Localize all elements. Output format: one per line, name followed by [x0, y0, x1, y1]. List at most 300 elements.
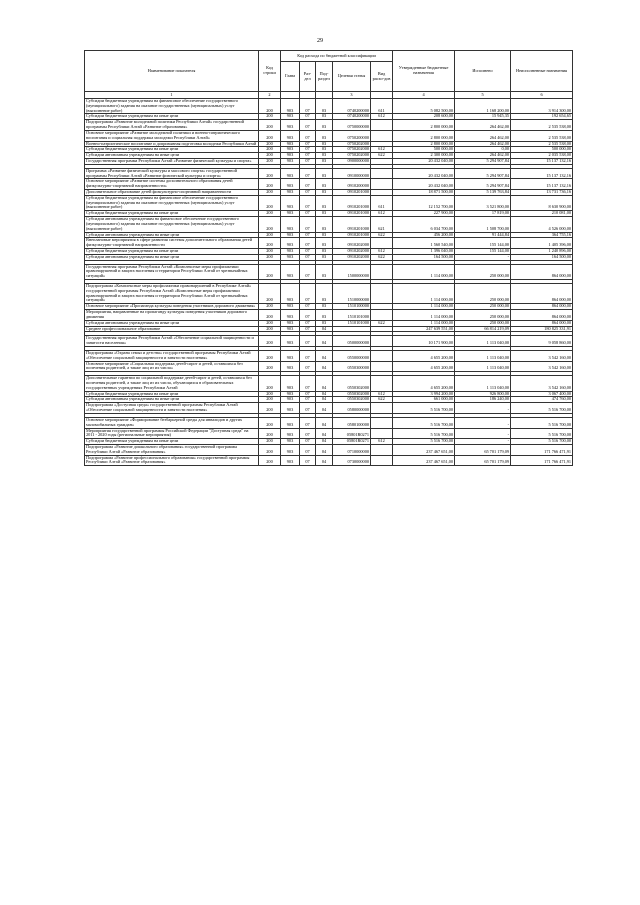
row-podrazdel: 03: [316, 304, 333, 310]
column-number: [371, 92, 393, 99]
row-exp-type: [371, 336, 393, 347]
row-podrazdel: 03: [316, 264, 333, 279]
row-unexecuted: 3 542 160,00: [511, 376, 573, 391]
row-name: Подпрограмма «Охрана семьи и детства» государственной программы Республики Алтай «Обеспечение социальной защищенности и занятости населения»: [85, 350, 259, 361]
row-exp-type: 612: [371, 211, 393, 217]
row-exp-type: 611: [371, 195, 393, 210]
row-target: 0750202000: [333, 147, 371, 153]
header-row-code: Код строки: [259, 51, 281, 92]
row-code: 200: [259, 391, 281, 397]
row-razdel: 07: [300, 336, 316, 347]
row-executed: 65 701 179,09: [455, 444, 511, 455]
row-code: 200: [259, 417, 281, 428]
row-exp-type: [371, 361, 393, 372]
table-row: [85, 99, 573, 114]
header-name: Наименование показателя: [85, 51, 259, 92]
row-code: 200: [259, 179, 281, 190]
row-code: 200: [259, 403, 281, 414]
row-approved: 1 114 000,00: [393, 284, 455, 304]
row-executed: 1 113 040,00: [455, 350, 511, 361]
row-target: 1510101000: [333, 320, 371, 326]
row-podrazdel: 04: [316, 455, 333, 466]
row-approved: 10 171 900,00: [393, 336, 455, 347]
row-code: 200: [259, 397, 281, 403]
table-row: [85, 179, 573, 190]
row-executed: 250 000,00: [455, 264, 511, 279]
row-target: 0910201000: [333, 217, 371, 232]
row-executed: 65 701 179,09: [455, 455, 511, 466]
row-executed: 0,00: [455, 147, 511, 153]
row-podrazdel: 03: [316, 158, 333, 164]
row-name: Внеплановые мероприятия в сфере развития системы дополнительного образования детей физкультурно-спортивной направленности: [85, 238, 259, 249]
row-glava: 903: [281, 147, 300, 153]
row-unexecuted: 500 000,00: [511, 147, 573, 153]
row-executed: 5 294 907,84: [455, 179, 511, 190]
row-podrazdel: 03: [316, 284, 333, 304]
row-glava: 903: [281, 428, 300, 439]
row-exp-type: [371, 179, 393, 190]
row-razdel: 07: [300, 284, 316, 304]
row-glava: 903: [281, 444, 300, 455]
row-podrazdel: 04: [316, 391, 333, 397]
header-target: Целевая статья: [333, 62, 371, 92]
row-code: 200: [259, 254, 281, 260]
table-row: [85, 361, 573, 372]
row-podrazdel: 03: [316, 190, 333, 196]
row-approved: 12 152 700,00: [393, 195, 455, 210]
row-exp-type: [371, 428, 393, 439]
row-exp-type: 612: [371, 114, 393, 120]
row-razdel: 07: [300, 114, 316, 120]
row-name: Дополнительные гарантии по социальной поддержке детей-сирот и детей, оставшихся без попечения родителей, а также лиц из их числа, обучающихся в образовательных государственных учреждениях Республики Алтай: [85, 376, 259, 391]
row-name: Субсидии автономным учреждениям на финансовое обеспечение государственного (муниципального) задания на оказание государственных (муниципальных) услуг (выполнение работ): [85, 217, 259, 232]
column-number: 2: [259, 92, 281, 99]
row-executed: 1 508 700,00: [455, 217, 511, 232]
row-executed: 91 444,84: [455, 232, 511, 238]
row-razdel: 07: [300, 326, 316, 332]
header-glava: Глава: [281, 62, 300, 92]
table-body: [85, 99, 573, 466]
row-approved: 1 114 000,00: [393, 264, 455, 279]
row-target: 05801R0271: [333, 428, 371, 439]
row-exp-type: [371, 130, 393, 141]
row-glava: 903: [281, 397, 300, 403]
row-code: 200: [259, 428, 281, 439]
row-razdel: 07: [300, 428, 316, 439]
row-podrazdel: 04: [316, 350, 333, 361]
row-unexecuted: 2 035 538,00: [511, 153, 573, 159]
row-target: 0910201000: [333, 232, 371, 238]
row-exp-type: [371, 444, 393, 455]
row-exp-type: 612: [371, 147, 393, 153]
row-glava: 903: [281, 211, 300, 217]
row-approved: 2 800 000,00: [393, 120, 455, 131]
table-row: [85, 376, 573, 391]
column-number: 6: [511, 92, 573, 99]
row-approved: 18 871 500,00: [393, 190, 455, 196]
table-row: [85, 120, 573, 131]
row-unexecuted: 4 526 000,00: [511, 217, 573, 232]
row-glava: 903: [281, 153, 300, 159]
row-razdel: 07: [300, 444, 316, 455]
row-podrazdel: 03: [316, 168, 333, 179]
table-row: [85, 455, 573, 466]
row-podrazdel: 03: [316, 254, 333, 260]
row-name: Субсидии бюджетным учреждениям на иные цели: [85, 147, 259, 153]
row-approved: 1 560 540,00: [393, 238, 455, 249]
row-approved: 500 000,00: [393, 147, 455, 153]
row-approved: 5 516 700,00: [393, 403, 455, 414]
row-unexecuted: 5 516 700,00: [511, 403, 573, 414]
row-name: Субсидии бюджетным учреждениям на иные цели: [85, 391, 259, 397]
row-exp-type: 612: [371, 391, 393, 397]
row-unexecuted: 171 766 471,91: [511, 444, 573, 455]
row-name: Субсидии бюджетным учреждениям на финансовое обеспечение государственного (муниципального) задания на оказание государственных (муниципальных) услуг (выполнение работ): [85, 195, 259, 210]
row-glava: 903: [281, 361, 300, 372]
row-unexecuted: 864 000,00: [511, 264, 573, 279]
row-approved: 20 432 040,00: [393, 168, 455, 179]
row-podrazdel: 04: [316, 439, 333, 445]
row-target: 0910200000: [333, 179, 371, 190]
row-razdel: 07: [300, 248, 316, 254]
row-razdel: 07: [300, 455, 316, 466]
row-podrazdel: 03: [316, 114, 333, 120]
row-code: 200: [259, 153, 281, 159]
row-podrazdel: 04: [316, 403, 333, 414]
row-podrazdel: 03: [316, 238, 333, 249]
row-name: Подпрограмма «Развитие дошкольного образования» государственной программы Республики Алтай «Развитие образования»: [85, 444, 259, 455]
row-approved: 4 655 200,00: [393, 350, 455, 361]
row-approved: 661 000,00: [393, 397, 455, 403]
row-executed: 250 000,00: [455, 284, 511, 304]
row-name: Дополнительное образование детей физкультурно-спортивной направленности: [85, 190, 259, 196]
row-approved: 2 800 000,00: [393, 130, 455, 141]
row-target: 0550300000: [333, 361, 371, 372]
row-target: 1510101000: [333, 310, 371, 321]
row-approved: 237 467 651,00: [393, 455, 455, 466]
row-executed: 250 000,00: [455, 304, 511, 310]
table-row: [85, 444, 573, 455]
row-code: 200: [259, 444, 281, 455]
row-glava: 903: [281, 158, 300, 164]
row-name: Мероприятия, направленные на пропаганду культуры поведения участников дорожного движения: [85, 310, 259, 321]
header-classification: Код расхода по бюджетной классификации: [281, 51, 393, 62]
row-name: Государственная программа Республики Алтай «Развитие физической культуры и спорта»: [85, 158, 259, 164]
row-code: 200: [259, 350, 281, 361]
row-name: Субсидии автономным учреждениям на иные цели: [85, 254, 259, 260]
row-approved: 5 516 700,00: [393, 428, 455, 439]
row-glava: 903: [281, 326, 300, 332]
row-exp-type: [371, 376, 393, 391]
table-row: [85, 428, 573, 439]
row-razdel: 07: [300, 391, 316, 397]
row-podrazdel: 03: [316, 130, 333, 141]
row-exp-type: [371, 284, 393, 304]
row-code: 200: [259, 264, 281, 279]
row-code: 200: [259, 195, 281, 210]
row-unexecuted: 364 755,16: [511, 232, 573, 238]
row-approved: 6 034 700,00: [393, 217, 455, 232]
row-razdel: 07: [300, 99, 316, 114]
row-podrazdel: 03: [316, 232, 333, 238]
row-glava: 903: [281, 179, 300, 190]
column-number: 3: [333, 92, 371, 99]
row-executed: 250 000,00: [455, 320, 511, 326]
row-target: 0750200000: [333, 130, 371, 141]
header-unexecuted: Неисполненные назначения: [511, 51, 573, 92]
row-glava: 903: [281, 254, 300, 260]
row-approved: 5 516 700,00: [393, 439, 455, 445]
table-row: [85, 310, 573, 321]
row-target: 0740200000: [333, 114, 371, 120]
budget-execution-table: [84, 50, 573, 466]
row-target: 0900000000: [333, 158, 371, 164]
row-code: 200: [259, 336, 281, 347]
row-executed: 186 240,00: [455, 397, 511, 403]
row-razdel: 07: [300, 439, 316, 445]
header-exp-type: Вид расхо-дов: [371, 62, 393, 92]
row-razdel: 07: [300, 417, 316, 428]
row-unexecuted: 3 542 160,00: [511, 350, 573, 361]
row-podrazdel: 03: [316, 141, 333, 147]
column-number: 1: [85, 92, 259, 99]
row-name: Субсидии автономным учреждениям на иные цели: [85, 232, 259, 238]
row-executed: 5 294 907,84: [455, 158, 511, 164]
row-approved: 247 639 551,00: [393, 326, 455, 332]
table-row: [85, 238, 573, 249]
row-name: Подпрограмма «Развитие профессионального образования» государственной программы Республики Алтай «Развитие образования»: [85, 455, 259, 466]
row-unexecuted: 164 500,00: [511, 254, 573, 260]
row-code: 200: [259, 361, 281, 372]
row-executed: 66 814 219,09: [455, 326, 511, 332]
row-unexecuted: 5 516 700,00: [511, 439, 573, 445]
row-razdel: 07: [300, 130, 316, 141]
row-code: 200: [259, 114, 281, 120]
row-executed: 264 462,00: [455, 153, 511, 159]
row-code: 200: [259, 439, 281, 445]
row-razdel: 07: [300, 403, 316, 414]
row-unexecuted: 192 654,65: [511, 114, 573, 120]
row-exp-type: [371, 350, 393, 361]
row-name: Среднее профессиональное образование: [85, 326, 259, 332]
row-exp-type: 622: [371, 254, 393, 260]
row-executed: -: [455, 254, 511, 260]
row-exp-type: 622: [371, 320, 393, 326]
table-row: [85, 217, 573, 232]
row-executed: 264 462,00: [455, 130, 511, 141]
row-podrazdel: 03: [316, 147, 333, 153]
row-unexecuted: 15 137 132,16: [511, 168, 573, 179]
row-glava: 903: [281, 190, 300, 196]
row-podrazdel: 04: [316, 326, 333, 332]
row-code: 200: [259, 320, 281, 326]
row-unexecuted: 13 731 736,16: [511, 190, 573, 196]
row-razdel: 07: [300, 304, 316, 310]
row-code: 200: [259, 310, 281, 321]
row-podrazdel: 03: [316, 211, 333, 217]
row-target: 1500000000: [333, 264, 371, 279]
row-razdel: 07: [300, 310, 316, 321]
row-executed: -: [455, 428, 511, 439]
row-podrazdel: 03: [316, 153, 333, 159]
table-row: [85, 130, 573, 141]
row-exp-type: 622: [371, 397, 393, 403]
row-exp-type: 612: [371, 439, 393, 445]
row-razdel: 07: [300, 376, 316, 391]
row-podrazdel: 04: [316, 397, 333, 403]
row-glava: 903: [281, 304, 300, 310]
row-code: 200: [259, 147, 281, 153]
row-glava: 903: [281, 376, 300, 391]
row-exp-type: [371, 403, 393, 414]
row-name: Основное мероприятие «Развитие системы дополнительного образования детей физкультурно-спортивной направленности»: [85, 179, 259, 190]
row-name: Субсидии бюджетным учреждениям на иные цели: [85, 248, 259, 254]
row-podrazdel: 04: [316, 417, 333, 428]
row-code: 200: [259, 304, 281, 310]
row-name: Основное мероприятие «Пропаганда культуры поведения участников дорожного движения»: [85, 304, 259, 310]
row-approved: 164 500,00: [393, 254, 455, 260]
row-unexecuted: 171 766 471,91: [511, 455, 573, 466]
row-target: 0910201000: [333, 190, 371, 196]
row-code: 200: [259, 211, 281, 217]
row-code: 200: [259, 217, 281, 232]
header-podrazdel: Под-раздел: [316, 62, 333, 92]
row-approved: 1 114 000,00: [393, 304, 455, 310]
row-executed: 264 462,00: [455, 141, 511, 147]
table-row: [85, 264, 573, 279]
row-exp-type: 611: [371, 99, 393, 114]
row-razdel: 07: [300, 217, 316, 232]
column-number: 5: [455, 92, 511, 99]
row-target: 0740200000: [333, 99, 371, 114]
row-glava: 903: [281, 310, 300, 321]
row-razdel: 07: [300, 120, 316, 131]
row-approved: 237 467 651,00: [393, 444, 455, 455]
row-code: 200: [259, 141, 281, 147]
row-target: 0910201000: [333, 211, 371, 217]
table-row: [85, 168, 573, 179]
row-name: Военно-патриотическое воспитание и допризывная подготовка молодежи Республики Алтай: [85, 141, 259, 147]
row-executed: 264 462,00: [455, 120, 511, 131]
row-exp-type: 622: [371, 153, 393, 159]
row-target: 05801R0271: [333, 439, 371, 445]
row-exp-type: 621: [371, 217, 393, 232]
row-approved: 1 114 000,00: [393, 310, 455, 321]
row-name: Подпрограмма «Комплексные меры профилактики правонарушений в Республике Алтай» государственной программы Республики Алтай «Комплексные меры профилактики правонарушений и защита населения и территории Республики Алтай от чрезвычайных ситуаций»: [85, 284, 259, 304]
row-glava: 903: [281, 391, 300, 397]
row-approved: 5 516 700,00: [393, 417, 455, 428]
row-razdel: 07: [300, 211, 316, 217]
column-number: [300, 92, 316, 99]
row-unexecuted: 180 825 331,91: [511, 326, 573, 332]
row-glava: 903: [281, 141, 300, 147]
row-exp-type: 622: [371, 232, 393, 238]
table-row: [85, 284, 573, 304]
row-name: Государственная программа Республики Алтай «Обеспечение социальной защищенности и занятости населения»: [85, 336, 259, 347]
row-executed: 155 144,00: [455, 238, 511, 249]
row-approved: 5 082 500,00: [393, 99, 455, 114]
row-razdel: 07: [300, 264, 316, 279]
row-name: Подпрограмма «Развитие молодежной политики Республики Алтай» государственной программы Республики Алтай «Развитие образования»: [85, 120, 259, 131]
row-target: 0910202000: [333, 238, 371, 249]
row-glava: 903: [281, 114, 300, 120]
row-approved: 2 300 000,00: [393, 153, 455, 159]
row-podrazdel: 04: [316, 444, 333, 455]
row-exp-type: [371, 238, 393, 249]
row-razdel: 07: [300, 179, 316, 190]
row-name: Субсидии бюджетным учреждениям на финансовое обеспечение государственного (муниципального) задания на оказание государственных (муниципальных) услуг (выполнение работ): [85, 99, 259, 114]
row-approved: 3 994 200,00: [393, 391, 455, 397]
row-code: 200: [259, 238, 281, 249]
row-glava: 903: [281, 232, 300, 238]
row-glava: 903: [281, 195, 300, 210]
row-code: 200: [259, 99, 281, 114]
row-executed: 155 144,00: [455, 248, 511, 254]
row-unexecuted: 2 535 538,00: [511, 120, 573, 131]
row-unexecuted: 3 914 300,00: [511, 99, 573, 114]
row-target: 0500000000: [333, 336, 371, 347]
row-podrazdel: 04: [316, 361, 333, 372]
row-podrazdel: 03: [316, 217, 333, 232]
column-number: [316, 92, 333, 99]
row-razdel: 07: [300, 168, 316, 179]
row-unexecuted: 474 760,00: [511, 397, 573, 403]
row-unexecuted: 9 058 860,00: [511, 336, 573, 347]
row-name: Субсидии бюджетным учреждениям на иные цели: [85, 211, 259, 217]
row-executed: 17 819,00: [455, 211, 511, 217]
row-code: 200: [259, 376, 281, 391]
row-unexecuted: 864 000,00: [511, 284, 573, 304]
row-unexecuted: 15 137 132,16: [511, 158, 573, 164]
row-name: Мероприятия государственной программы Российской Федерации "Доступная среда" на 2011 - 2020 годы (региональные мероприятия): [85, 428, 259, 439]
row-podrazdel: 03: [316, 320, 333, 326]
row-target: 0550302000: [333, 397, 371, 403]
row-code: 200: [259, 248, 281, 254]
row-executed: 250 000,00: [455, 310, 511, 321]
row-exp-type: [371, 417, 393, 428]
row-executed: 5 294 907,84: [455, 168, 511, 179]
row-name: Субсидии автономным учреждениям на иные цели: [85, 320, 259, 326]
row-approved: 20 432 040,00: [393, 158, 455, 164]
table-row: [85, 336, 573, 347]
row-executed: -: [455, 439, 511, 445]
row-code: 200: [259, 190, 281, 196]
row-podrazdel: 03: [316, 120, 333, 131]
row-name: Государственная программа Республики Алтай «Комплексные меры профилактики правонарушений и защита населения и территории Республики Алтай от чрезвычайных ситуаций»: [85, 264, 259, 279]
row-approved: 208 600,00: [393, 114, 455, 120]
row-approved: 4 655 200,00: [393, 376, 455, 391]
row-target: 0550000000: [333, 350, 371, 361]
row-executed: 15 945,35: [455, 114, 511, 120]
row-name: Основное мероприятие «Социальная поддержка детей-сирот и детей, оставшихся без попечения родителей, а также лиц из их числа»: [85, 361, 259, 372]
row-target: 0750202000: [333, 153, 371, 159]
row-approved: 227 900,00: [393, 211, 455, 217]
row-approved: 456 200,00: [393, 232, 455, 238]
row-podrazdel: 04: [316, 376, 333, 391]
row-code: 200: [259, 158, 281, 164]
row-executed: -: [455, 417, 511, 428]
column-number: [281, 92, 300, 99]
row-glava: 903: [281, 320, 300, 326]
row-executed: 926 800,00: [455, 391, 511, 397]
row-exp-type: [371, 310, 393, 321]
row-code: 200: [259, 232, 281, 238]
row-unexecuted: 1 240 896,00: [511, 248, 573, 254]
header-razdel: Раз-дел: [300, 62, 316, 92]
row-target: 1510000000: [333, 284, 371, 304]
row-executed: -: [455, 403, 511, 414]
row-code: 200: [259, 120, 281, 131]
